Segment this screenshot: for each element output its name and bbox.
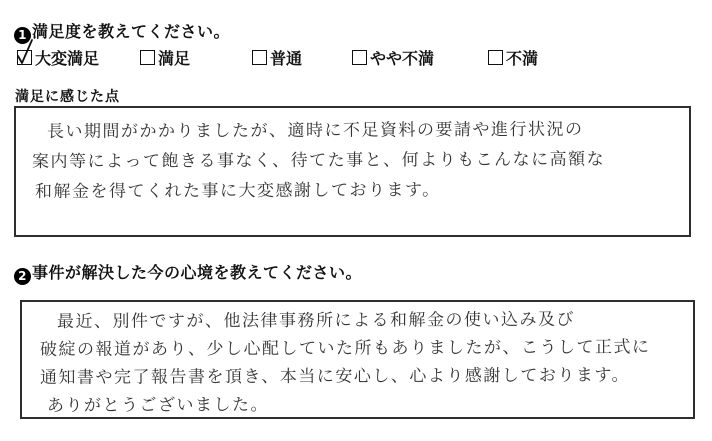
option-label: やや不満 bbox=[370, 49, 435, 68]
option-label: 普通 bbox=[270, 49, 303, 68]
checkbox-very-satisfied[interactable] bbox=[17, 50, 32, 65]
handwritten-line: ありがとうございました。 bbox=[46, 395, 270, 416]
checkbox-somewhat-dissatisfied[interactable] bbox=[352, 50, 367, 65]
question-2-number-badge: 2 bbox=[14, 268, 31, 285]
q2-comment-box bbox=[20, 300, 695, 419]
question-1-title-text: 満足度を教えてください。 bbox=[32, 22, 231, 41]
option-satisfied[interactable] bbox=[140, 46, 190, 69]
handwritten-line: 和解金を得てくれた事に大変感謝しております。 bbox=[34, 180, 441, 202]
handwritten-line: 長い期間がかかりましたが、適時に不足資料の要請や進行状況の bbox=[46, 119, 584, 142]
handwritten-line: 案内等によって飽きる事なく、待てた事と、何よりもこんなに高額な bbox=[31, 149, 606, 172]
option-neutral[interactable] bbox=[252, 46, 302, 69]
option-very-satisfied[interactable] bbox=[17, 46, 99, 69]
option-somewhat-dissatisfied[interactable] bbox=[352, 46, 434, 69]
question-2-title-text: 事件が解決した今の心境を教えてください。 bbox=[32, 263, 363, 282]
handwritten-line: 通知書や完了報告書を頂き、本当に安心し、心より感謝しております。 bbox=[39, 365, 631, 388]
option-label: 不満 bbox=[506, 49, 539, 68]
question-1-title bbox=[14, 19, 230, 44]
handwritten-line: 破綻の報道があり、少し心配していた所もありましたが、こうして正式に bbox=[39, 337, 651, 360]
q1-comment-label: 満足に感じた点 bbox=[15, 89, 120, 105]
question-2-title bbox=[14, 260, 362, 285]
question-1-number-badge: 1 bbox=[14, 27, 31, 44]
option-label: 満足 bbox=[158, 49, 191, 68]
option-dissatisfied[interactable] bbox=[488, 46, 538, 69]
checkbox-neutral[interactable] bbox=[252, 50, 267, 65]
satisfaction-options-row bbox=[0, 46, 712, 68]
check-mark-icon bbox=[15, 37, 35, 66]
q1-comment-box bbox=[14, 106, 691, 237]
checkbox-satisfied[interactable] bbox=[140, 50, 155, 65]
checkbox-dissatisfied[interactable] bbox=[488, 50, 503, 65]
option-label: 大変満足 bbox=[35, 49, 100, 68]
handwritten-line: 最近、別件ですが、他法律事務所による和解金の使い込み及び bbox=[56, 309, 576, 332]
